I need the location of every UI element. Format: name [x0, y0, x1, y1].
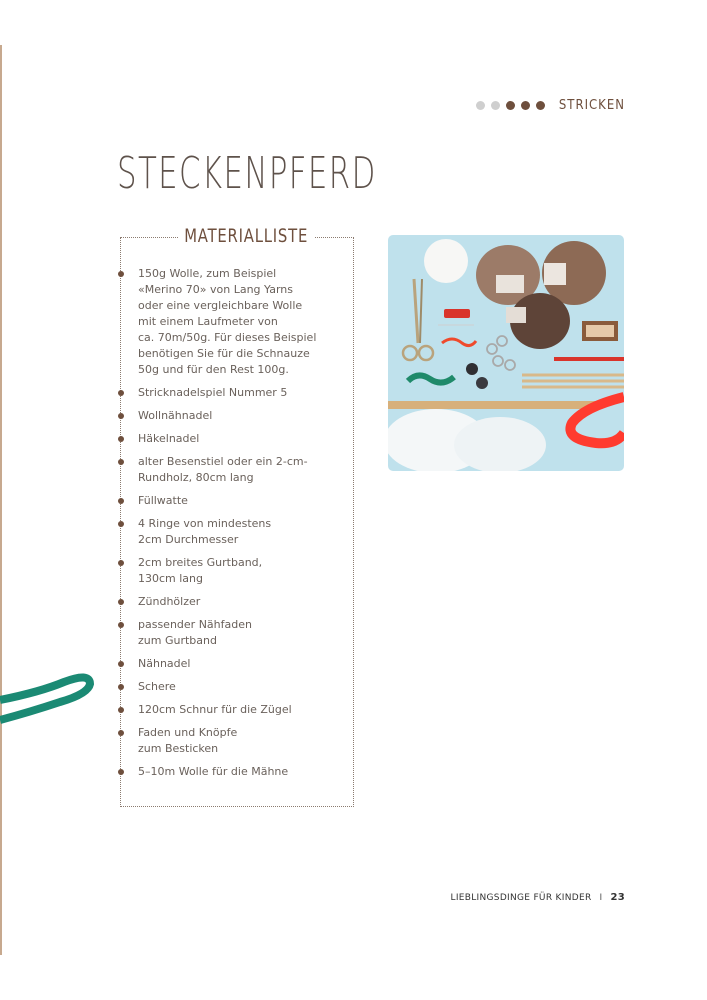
- material-item: [118, 702, 346, 718]
- progress-dots: [476, 101, 545, 110]
- bullet-icon: [118, 560, 124, 566]
- scissors-blade: [420, 279, 422, 343]
- material-item: [118, 266, 346, 378]
- progress-dot: [536, 101, 545, 110]
- page-spine: [0, 45, 2, 955]
- scissors-handle: [419, 346, 433, 360]
- yarn-label: [496, 275, 524, 293]
- bullet-icon: [118, 498, 124, 504]
- material-item-text: Schere: [138, 680, 176, 693]
- decorative-green-cord: [0, 660, 110, 760]
- green-cord: [408, 375, 454, 382]
- scissors-handle: [403, 346, 417, 360]
- bullet-icon: [118, 413, 124, 419]
- material-item: [118, 679, 346, 695]
- material-list-heading: MATERIALLISTE: [178, 225, 314, 247]
- progress-dot: [476, 101, 485, 110]
- bullet-icon: [118, 707, 124, 713]
- bullet-icon: [118, 521, 124, 527]
- white-yarn-ball: [424, 239, 468, 283]
- material-item-text: Faden und Knöpfe zum Besticken: [138, 726, 238, 755]
- material-item-text: 120cm Schnur für die Zügel: [138, 703, 292, 716]
- red-cord: [442, 339, 476, 346]
- yarn-label: [506, 307, 526, 323]
- material-item-text: Zündhölzer: [138, 595, 201, 608]
- material-item-text: 4 Ringe von mindestens 2cm Durchmesser: [138, 517, 272, 546]
- material-item: [118, 516, 346, 548]
- bullet-icon: [118, 599, 124, 605]
- material-item: [118, 555, 346, 587]
- fiber-fill: [454, 417, 546, 471]
- material-item: [118, 725, 346, 757]
- bullet-icon: [118, 622, 124, 628]
- material-item: [118, 385, 346, 401]
- metal-ring: [493, 356, 503, 366]
- footer-separator: I: [599, 892, 603, 903]
- material-item: [118, 617, 346, 649]
- button: [466, 363, 478, 375]
- chapter-header: [476, 98, 625, 113]
- material-item-text: 2cm breites Gurtband, 130cm lang: [138, 556, 263, 585]
- metal-ring: [497, 336, 507, 346]
- yarn-label: [544, 263, 566, 285]
- bullet-icon: [118, 730, 124, 736]
- page-number: 23: [610, 892, 625, 903]
- metal-ring: [505, 360, 515, 370]
- button: [476, 377, 488, 389]
- bullet-icon: [118, 769, 124, 775]
- metal-ring: [487, 344, 497, 354]
- section-label: STRICKEN: [558, 98, 625, 113]
- material-item: [118, 408, 346, 424]
- material-item-text: Nähnadel: [138, 657, 191, 670]
- material-item-text: Häkelnadel: [138, 432, 200, 445]
- material-item: [118, 454, 346, 486]
- progress-dot: [506, 101, 515, 110]
- material-item-text: 5–10m Wolle für die Mähne: [138, 765, 289, 778]
- material-item: [118, 656, 346, 672]
- page-title: STECKENPFERD: [117, 148, 377, 199]
- bullet-icon: [118, 459, 124, 465]
- bullet-icon: [118, 661, 124, 667]
- bullet-icon: [118, 390, 124, 396]
- progress-dot: [521, 101, 530, 110]
- red-thread-spool: [444, 309, 470, 318]
- material-item: [118, 431, 346, 447]
- bullet-icon: [118, 684, 124, 690]
- material-item-text: alter Besenstiel oder ein 2-cm- Rundholz, 80cm lang: [138, 455, 308, 484]
- materials-photo-illustration: [388, 235, 624, 471]
- material-item: [118, 493, 346, 509]
- page-footer: [451, 892, 626, 903]
- wooden-stick: [388, 401, 602, 409]
- book-title: LIEBLINGSDINGE FÜR KINDER: [450, 892, 592, 903]
- bullet-icon: [118, 271, 124, 277]
- material-item: [118, 594, 346, 610]
- material-item-text: Wollnähnadel: [138, 409, 213, 422]
- matchbox-matches: [586, 325, 614, 337]
- material-item-text: Stricknadelspiel Nummer 5: [138, 386, 288, 399]
- bullet-icon: [118, 436, 124, 442]
- material-item: [118, 764, 346, 780]
- materials-photo: [388, 235, 624, 471]
- material-list: [118, 266, 346, 787]
- progress-dot: [491, 101, 500, 110]
- material-item-text: Füllwatte: [138, 494, 188, 507]
- material-item-text: passender Nähfaden zum Gurtband: [138, 618, 252, 647]
- scissors-blade: [414, 279, 418, 343]
- material-item-text: 150g Wolle, zum Beispiel «Merino 70» von Lang Yarns oder eine vergleichbare Wolle mit einem Laufmeter von ca. 70m/50g. Für dieses Beispiel benötigen Sie für die Schnauze 50g und für den Rest 100g.: [138, 267, 317, 376]
